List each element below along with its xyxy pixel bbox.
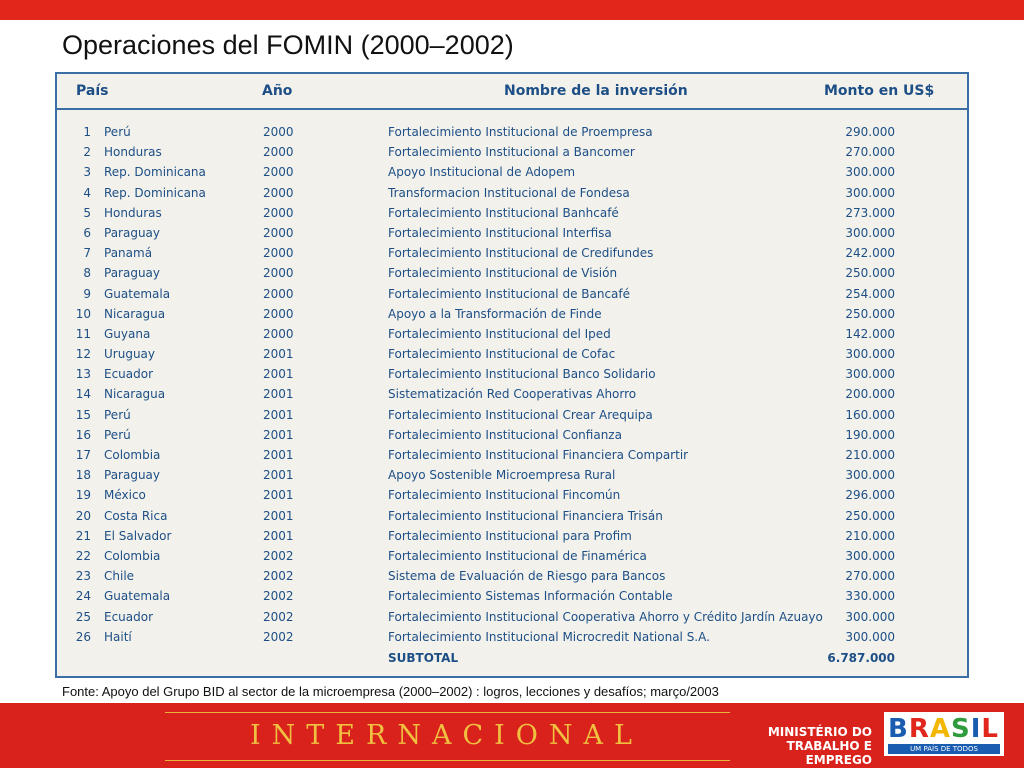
row-ano: 2001: [263, 407, 294, 422]
row-nombre: Fortalecimiento Institucional Confianza: [388, 427, 622, 442]
row-pais: Panamá: [104, 246, 153, 261]
row-ano: 2001: [263, 367, 294, 382]
row-ano: 2002: [263, 609, 294, 624]
row-ano: 2002: [263, 589, 294, 604]
row-ano: 2000: [263, 165, 294, 180]
table-row: [57, 425, 967, 445]
row-monto: 300.000: [845, 609, 895, 624]
row-number: 2: [83, 145, 91, 160]
row-number: 8: [83, 266, 91, 281]
row-nombre: Fortalecimiento Institucional Microcredit National S.A.: [388, 629, 710, 644]
row-nombre: Apoyo a la Transformación de Finde: [388, 306, 602, 321]
gold-divider-bottom: [165, 760, 730, 761]
row-monto: 300.000: [845, 225, 895, 240]
row-pais: Costa Rica: [104, 508, 168, 523]
row-pais: Ecuador: [104, 367, 154, 382]
footer-banner: [0, 703, 1024, 768]
table-row: [57, 465, 967, 485]
row-ano: 2000: [263, 125, 294, 139]
row-number: 12: [75, 347, 91, 362]
row-number: 3: [83, 165, 91, 180]
row-ano: 2000: [263, 286, 294, 301]
row-monto: 296.000: [845, 488, 895, 503]
row-monto: 242.000: [845, 246, 895, 261]
header-pais: País: [76, 83, 109, 99]
row-nombre: Fortalecimiento Institucional Banhcafé: [388, 205, 619, 220]
row-pais: Paraguay: [104, 266, 161, 281]
row-pais: Honduras: [104, 145, 162, 160]
row-nombre: Fortalecimiento Institucional de Proempresa: [388, 125, 653, 139]
row-ano: 2001: [263, 448, 294, 462]
row-monto: 300.000: [845, 185, 895, 200]
row-monto: 330.000: [845, 589, 895, 604]
row-ano: 2002: [263, 548, 294, 563]
row-number: 17: [75, 448, 91, 462]
row-nombre: Fortalecimiento Institucional del Iped: [388, 326, 611, 341]
table-row: [57, 142, 967, 162]
row-ano: 2001: [263, 508, 294, 523]
row-ano: 2001: [263, 347, 294, 362]
row-monto: 250.000: [845, 266, 895, 281]
row-monto: 300.000: [845, 468, 895, 483]
subtotal-row: [57, 651, 967, 671]
row-pais: Rep. Dominicana: [104, 165, 206, 180]
row-pais: Guatemala: [104, 286, 171, 301]
ministry-line2: TRABALHO E EMPREGO: [786, 739, 872, 767]
source-note: Fonte: Apoyo del Grupo BID al sector de la microempresa (2000–2002) : logros, lecciones y desafíos; março/2003: [62, 684, 719, 699]
row-pais: México: [104, 488, 146, 503]
row-number: 23: [75, 569, 91, 584]
table-row: [57, 405, 967, 425]
row-pais: El Salvador: [104, 528, 172, 543]
row-number: 1: [83, 125, 91, 139]
gold-divider-top: [165, 712, 730, 713]
brasil-logo: [884, 712, 1004, 756]
investments-table: [55, 72, 969, 678]
row-number: 18: [75, 468, 91, 483]
header-ano: Año: [262, 83, 293, 99]
table-row: [57, 183, 967, 203]
row-nombre: Apoyo Institucional de Adopem: [388, 165, 576, 180]
row-number: 6: [83, 225, 91, 240]
table-row: [57, 162, 967, 182]
subtotal-label: SUBTOTAL: [388, 651, 459, 665]
table-row: [57, 586, 967, 606]
table-row: [57, 203, 967, 223]
row-pais: Haití: [104, 629, 132, 644]
top-red-bar: [0, 0, 1024, 20]
row-number: 24: [75, 589, 91, 604]
row-number: 11: [75, 326, 91, 341]
row-ano: 2002: [263, 629, 294, 644]
row-ano: 2000: [263, 306, 294, 321]
row-ano: 2000: [263, 205, 294, 220]
row-nombre: Fortalecimiento Sistemas Información Contable: [388, 589, 673, 604]
brasil-logo-tagline: UM PAÍS DE TODOS: [888, 744, 1000, 754]
banner-text: INTERNACIONAL: [250, 720, 643, 751]
row-number: 25: [75, 609, 91, 624]
table-row: [57, 566, 967, 586]
row-number: 16: [75, 427, 91, 442]
table-row: [57, 607, 967, 627]
row-monto: 190.000: [845, 427, 895, 442]
row-nombre: Fortalecimiento Institucional a Bancomer: [388, 145, 635, 160]
table-row: [57, 485, 967, 505]
row-monto: 250.000: [845, 306, 895, 321]
row-pais: Colombia: [104, 448, 161, 462]
table-row: [57, 344, 967, 364]
row-monto: 270.000: [845, 569, 895, 584]
row-nombre: Fortalecimiento Institucional de Finamérica: [388, 548, 647, 563]
row-monto: 250.000: [845, 508, 895, 523]
subtotal-value: 6.787.000: [827, 651, 895, 665]
row-monto: 290.000: [845, 125, 895, 139]
table-row: [57, 364, 967, 384]
row-monto: 300.000: [845, 347, 895, 362]
row-ano: 2001: [263, 488, 294, 503]
row-pais: Uruguay: [104, 347, 155, 362]
row-ano: 2000: [263, 225, 294, 240]
row-monto: 300.000: [845, 367, 895, 382]
row-pais: Guyana: [104, 326, 151, 341]
row-number: 15: [75, 407, 91, 422]
table-row: [57, 304, 967, 324]
row-nombre: Sistematización Red Cooperativas Ahorro: [388, 387, 637, 402]
table-row: [57, 243, 967, 263]
row-number: 9: [83, 286, 91, 301]
row-ano: 2000: [263, 246, 294, 261]
row-nombre: Fortalecimiento Institucional de Visión: [388, 266, 618, 281]
row-number: 13: [75, 367, 91, 382]
row-pais: Paraguay: [104, 225, 161, 240]
row-number: 5: [83, 205, 91, 220]
table-row: [57, 506, 967, 526]
row-number: 19: [75, 488, 91, 503]
row-monto: 210.000: [845, 448, 895, 462]
row-number: 21: [75, 528, 91, 543]
row-ano: 2001: [263, 387, 294, 402]
row-ano: 2000: [263, 185, 294, 200]
row-pais: Nicaragua: [104, 306, 166, 321]
row-nombre: Fortalecimiento Institucional Financiera Trisán: [388, 508, 663, 523]
row-pais: Rep. Dominicana: [104, 185, 206, 200]
row-ano: 2001: [263, 528, 294, 543]
row-number: 22: [75, 548, 91, 563]
row-monto: 254.000: [845, 286, 895, 301]
row-nombre: Fortalecimiento Institucional Cooperativa Ahorro y Crédito Jardín Azuayo: [388, 609, 823, 624]
row-pais: Perú: [104, 427, 131, 442]
brasil-logo-word: BRASIL: [888, 714, 999, 744]
row-number: 26: [75, 629, 91, 644]
row-monto: 300.000: [845, 548, 895, 563]
table-row: [57, 526, 967, 546]
table-row: [57, 384, 967, 404]
row-number: 20: [75, 508, 91, 523]
row-monto: 142.000: [845, 326, 895, 341]
row-nombre: Fortalecimiento Institucional para Profim: [388, 528, 632, 543]
row-ano: 2002: [263, 569, 294, 584]
row-pais: Chile: [104, 569, 135, 584]
row-ano: 2000: [263, 326, 294, 341]
row-monto: 300.000: [845, 629, 895, 644]
row-nombre: Sistema de Evaluación de Riesgo para Bancos: [388, 569, 666, 584]
table-row: [57, 324, 967, 344]
row-pais: Guatemala: [104, 589, 171, 604]
row-ano: 2000: [263, 266, 294, 281]
row-nombre: Fortalecimiento Institucional de Bancafé: [388, 286, 631, 301]
row-monto: 300.000: [845, 165, 895, 180]
row-nombre: Fortalecimiento Institucional Crear Arequipa: [388, 407, 653, 422]
row-nombre: Fortalecimiento Institucional de Cofac: [388, 347, 616, 362]
row-number: 4: [83, 185, 91, 200]
table-row: [57, 223, 967, 243]
table-body: [57, 122, 967, 647]
row-nombre: Transformacion Institucional de Fondesa: [388, 185, 630, 200]
row-ano: 2000: [263, 145, 294, 160]
row-pais: Colombia: [104, 548, 161, 563]
table-row: [57, 546, 967, 566]
ministry-logo: [740, 725, 872, 767]
ministry-line1: MINISTÉRIO DO: [767, 725, 872, 739]
row-number: 14: [75, 387, 91, 402]
row-nombre: Fortalecimiento Institucional Interfisa: [388, 225, 612, 240]
row-nombre: Apoyo Sostenible Microempresa Rural: [388, 468, 616, 483]
row-pais: Ecuador: [104, 609, 154, 624]
row-number: 10: [75, 306, 91, 321]
row-monto: 273.000: [845, 205, 895, 220]
table-row: [57, 122, 967, 142]
row-monto: 200.000: [845, 387, 895, 402]
header-nombre: Nombre de la inversión: [504, 83, 688, 99]
table-row: [57, 284, 967, 304]
slide-title: Operaciones del FOMIN (2000–2002): [62, 30, 514, 60]
table-header: [57, 74, 967, 110]
row-pais: Perú: [104, 125, 131, 139]
row-monto: 160.000: [845, 407, 895, 422]
table-row: [57, 263, 967, 283]
row-nombre: Fortalecimiento Institucional Financiera Compartir: [388, 448, 689, 462]
row-nombre: Fortalecimiento Institucional Fincomún: [388, 488, 621, 503]
header-monto: Monto en US$: [824, 83, 935, 99]
table-row: [57, 445, 967, 465]
row-pais: Nicaragua: [104, 387, 166, 402]
row-number: 7: [83, 246, 91, 261]
row-ano: 2001: [263, 468, 294, 483]
row-nombre: Fortalecimiento Institucional Banco Solidario: [388, 367, 656, 382]
row-monto: 270.000: [845, 145, 895, 160]
row-pais: Perú: [104, 407, 131, 422]
row-monto: 210.000: [845, 528, 895, 543]
table-row: [57, 627, 967, 647]
row-nombre: Fortalecimiento Institucional de Credifundes: [388, 246, 654, 261]
row-ano: 2001: [263, 427, 294, 442]
row-pais: Honduras: [104, 205, 162, 220]
row-pais: Paraguay: [104, 468, 161, 483]
